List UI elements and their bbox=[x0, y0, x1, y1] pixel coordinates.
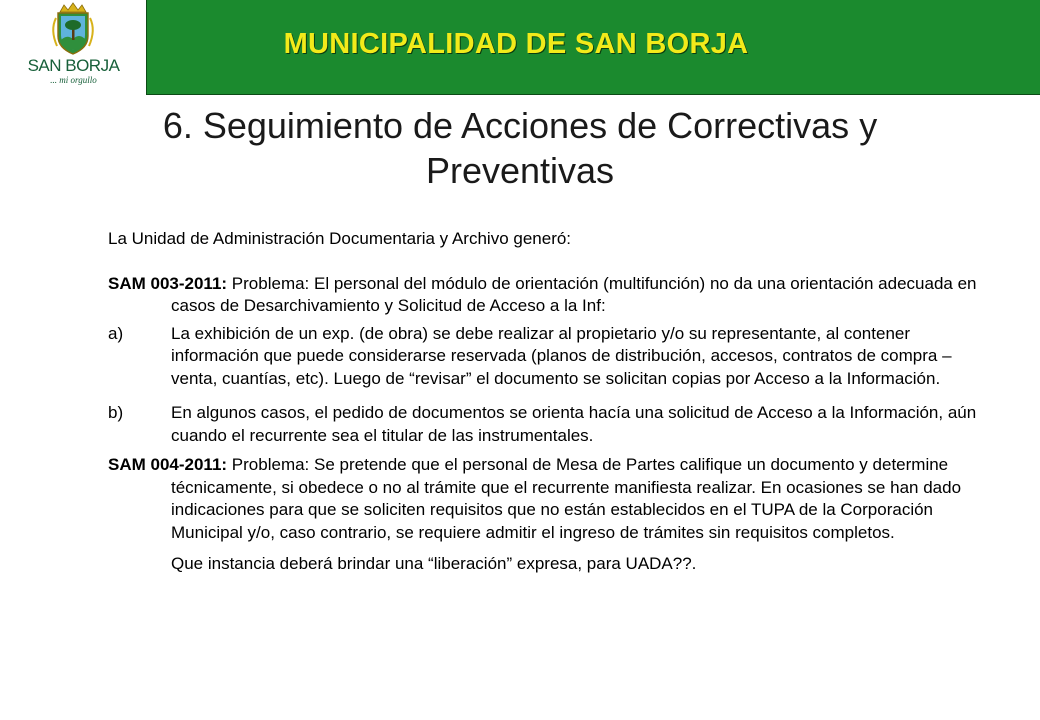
list-marker-a: a) bbox=[108, 323, 124, 343]
slide-title bbox=[40, 103, 1000, 193]
sam-004-label: SAM 004-2011: bbox=[108, 455, 228, 474]
slide-title-line-1: 6. Seguimiento de Acciones de Correctivas y bbox=[162, 105, 878, 146]
sam-004-text: Problema: Se pretende que el personal de Mesa de Partes califique un documento y determine técnicamente, si obedece o no al trámite que el recurrente manifiesta realizar. En ocasiones se han dado indicaciones para que se soliciten requisitos que no están establecidos en el TUPA de la Corporación Municipal y/o, caso contrario, se requiere admitir el ingreso de trámites sin requisitos completos. bbox=[171, 455, 962, 542]
list-text-a: La exhibición de un exp. (de obra) se debe realizar al propietario y/o su representante, al contener información que puede considerarse reservada (planos de distribución, accesos, contratos de compra – venta, cuantías, etc). Luego de “revisar” el documento se solicitan copias por Acceso a la Información. bbox=[171, 323, 952, 388]
list-text-b: En algunos casos, el pedido de documentos se orienta hacía una solicitud de Acceso a la Información, aún cuando el recurrente sea el titular de las instrumentales. bbox=[171, 403, 977, 445]
logo-tagline: ... mi orgullo bbox=[50, 75, 97, 85]
closing-question: Que instancia deberá brindar una “liberación” expresa, para UADA??. bbox=[171, 554, 697, 573]
sam-003-paragraph bbox=[108, 273, 988, 318]
logo bbox=[0, 0, 147, 95]
list-item-b bbox=[108, 402, 988, 447]
sam-003-label: SAM 003-2011: bbox=[108, 273, 228, 293]
logo-name: SAN BORJA bbox=[27, 56, 120, 75]
list-marker-b: b) bbox=[108, 403, 124, 422]
intro-paragraph: La Unidad de Administración Documentaria y Archivo generó: bbox=[108, 229, 572, 248]
slide-body bbox=[108, 228, 988, 576]
organization-title: MUNICIPALIDAD DE SAN BORJA bbox=[283, 28, 749, 60]
slide-title-line-2: Preventivas bbox=[425, 150, 615, 191]
sam-003-text: Problema: El personal del módulo de orientación (multifunción) no da una orientación adecuada en casos de Desarchivamiento y Solicitud de Acceso a la Inf: bbox=[171, 273, 977, 315]
sam-004-paragraph bbox=[108, 454, 988, 544]
list-item-a bbox=[108, 323, 988, 391]
header-banner bbox=[0, 0, 1040, 95]
